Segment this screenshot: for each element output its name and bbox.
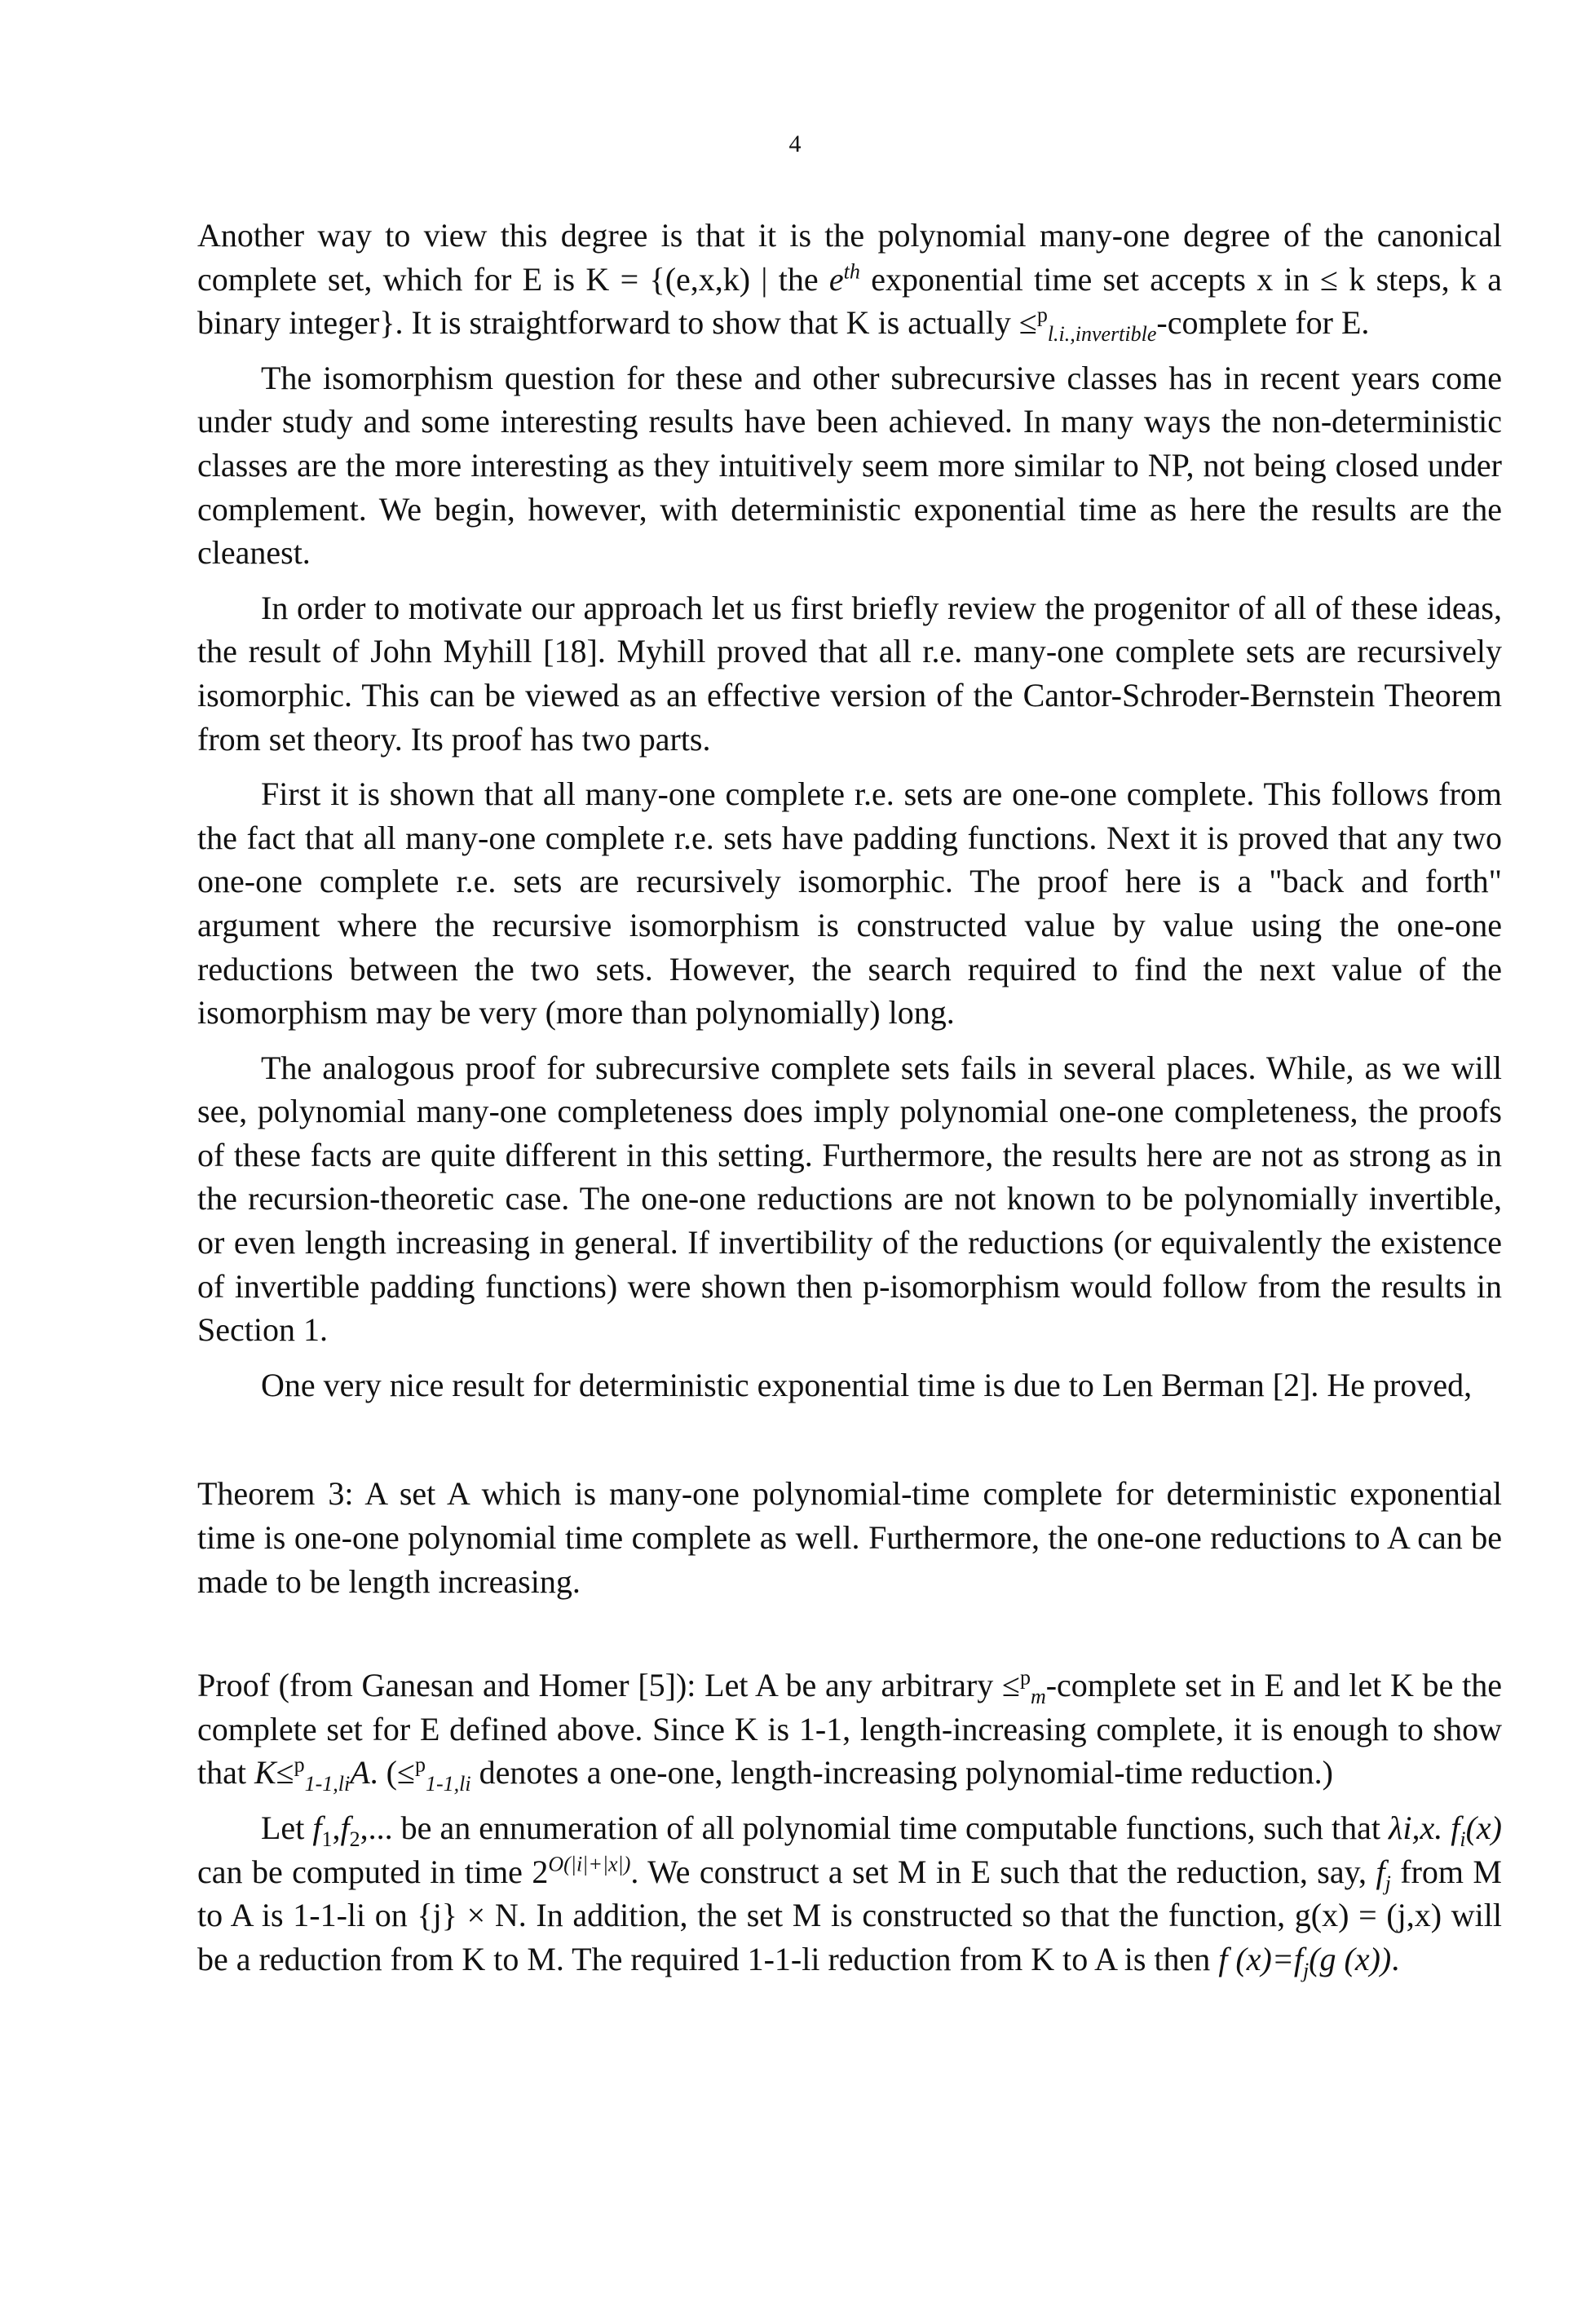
math-subscript-1: 1: [321, 1827, 333, 1851]
text-segment: ,: [332, 1809, 341, 1846]
paragraph-canonical-complete-set: [197, 214, 1502, 345]
math-superscript-th: th: [843, 259, 860, 284]
text-segment: Another way to view this degree is that it is the polynomial many-one degree of the canonical complete set, which for E is K = {(e,x,k) | the: [197, 217, 1502, 298]
paragraph-isomorphism-question: The isomorphism question for these and other subrecursive classes has in recent years come under study and some interesting results have been achieved. In many ways the non-deterministic classes are the more interesting as they intuitively seem more similar to NP, not being closed under complement. We begin, however, with deterministic exponential time as here the results are the cleanest.: [197, 359, 1502, 572]
text-segment: Let: [261, 1809, 313, 1846]
text-segment: from M to A is 1-1-li on {j} × N. In addition, the set M is constructed so that the function, g(x) = (j,x) will be a reduction from K to M. The required 1-1-li reduction from K to A is then: [197, 1853, 1502, 1977]
paragraph-construction: [197, 1806, 1502, 1981]
text-segment: . (≤: [369, 1754, 415, 1792]
math-fx: f (x)=f: [1218, 1940, 1303, 1977]
paragraph-first-part: First it is shown that all many-one complete r.e. sets are one-one complete. This follows from the fact that all many-one complete r.e. sets have padding functions. Next it is proved that any two one-one complete r.e. sets are recursively isomorphic. The proof here is a "back and forth" argument where the recursive isomorphism is constructed value by value using the one-one reductions between the two sets. However, the search required to find the next value of the isomorphism may be very (more than polynomially) long.: [197, 775, 1502, 1032]
text-segment: Proof (from Ganesan and Homer [5]): Let A be any arbitrary ≤: [197, 1667, 1020, 1704]
paragraph-berman: One very nice result for deterministic exponential time is due to Len Berman [2]. He proved,: [261, 1366, 1473, 1403]
theorem-3: Theorem 3: A set A which is many-one polynomial-time complete for deterministic exponential time is one-one polynomial time complete as well. Furthermore, the one-one reductions to A can be made to be length increasing.: [197, 1475, 1502, 1600]
math-subscript-i: i: [1460, 1827, 1466, 1851]
math-exponent: O(|i|+|x|): [548, 1852, 631, 1876]
math-superscript-p: p: [414, 1753, 426, 1778]
math-e: e: [828, 260, 844, 298]
math-le: ≤: [276, 1754, 294, 1792]
text-segment: exponential time set accepts x in ≤ k steps, k a binary integer}. It is straightforward to show that K is actually ≤: [197, 260, 1502, 342]
text-segment: -complete for E.: [1156, 304, 1370, 342]
proof-paragraph: [197, 1663, 1502, 1795]
math-superscript-p: p: [294, 1753, 305, 1778]
text-segment: ,... be an ennumeration of all polynomial time computable functions, such that: [360, 1809, 1389, 1846]
text-segment: -complete set in E and let K be the complete set for E defined above. Since K is 1-1, length-increasing complete, it is enough to show that: [197, 1667, 1502, 1792]
math-superscript-p: p: [1036, 303, 1048, 327]
math-subscript-invertible: l.i.,invertible: [1047, 322, 1157, 347]
math-subscript-1-1-li: 1-1,li: [304, 1772, 351, 1796]
math-subscript-j: j: [1302, 1958, 1310, 1982]
math-x: (x): [1465, 1809, 1502, 1846]
math-superscript-p: p: [1019, 1665, 1031, 1690]
math-gx: (g (x)): [1309, 1940, 1392, 1977]
math-lambda: λi,x. f: [1389, 1809, 1460, 1846]
text-segment: can be computed in time 2: [197, 1853, 549, 1890]
paragraph-myhill: In order to motivate our approach let us first briefly review the progenitor of all of these ideas, the result of John Myhill [18]. Myhill proved that all r.e. many-one complete sets are recursively isomorphic. This can be viewed as an effective version of the Cantor-Schroder-Bernstein Theorem from set theory. Its proof has two parts.: [197, 589, 1502, 758]
math-fj: f: [1376, 1853, 1385, 1890]
text-segment: . We construct a set M in E such that the reduction, say,: [630, 1853, 1376, 1890]
math-subscript-1-1-li: 1-1,li: [425, 1772, 471, 1796]
paragraph-analogous-proof: The analogous proof for subrecursive complete sets fails in several places. While, as we will see, polynomial many-one completeness does imply polynomial one-one completeness, the proofs of these facts are quite different in this setting. Furthermore, the results here are not as strong as in the recursion-theoretic case. The one-one reductions are not known to be polynomially invertible, or even length increasing in general. If invertibility of the reductions (or equivalently the existence of invertible padding functions) were shown then p-isomorphism would follow from the results in Section 1.: [197, 1049, 1502, 1349]
page-number: 4: [788, 130, 802, 157]
page-body: [197, 214, 1502, 1981]
math-k: K: [254, 1754, 276, 1792]
math-f1: f: [312, 1809, 322, 1846]
math-subscript-m: m: [1030, 1685, 1046, 1709]
math-a: A: [350, 1754, 370, 1792]
math-subscript-j: j: [1385, 1871, 1391, 1895]
math-subscript-2: 2: [349, 1827, 360, 1851]
text-segment: .: [1391, 1940, 1400, 1977]
text-segment: denotes a one-one, length-increasing polynomial-time reduction.): [470, 1754, 1334, 1792]
math-f2: f: [340, 1809, 350, 1846]
